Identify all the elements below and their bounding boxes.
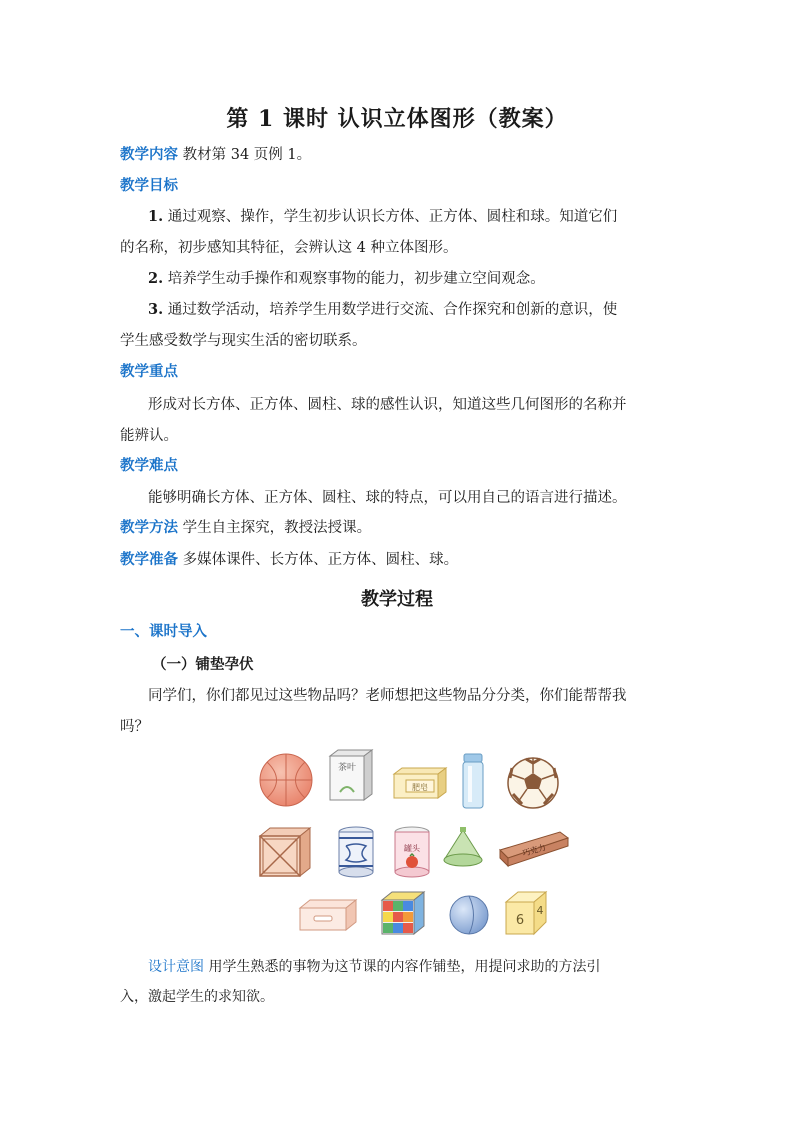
content-text: 教材第 34 页例 1。 [182,147,312,163]
subsection-1-label: （一）铺垫孕伏 [152,657,254,673]
section-1-heading [120,622,676,642]
method-text: 学生自主探究，教授法授课。 [182,520,372,536]
tissue-box-icon [298,896,358,932]
goal-item-1 [148,207,676,227]
goal-item-3 [148,300,676,320]
method-line [120,518,676,538]
chocolate-label: 巧克力 [521,842,547,859]
goal-3-text-a: 通过数学活动，培养学生用数学进行交流、合作探究和创新的意识，使 [167,302,618,318]
prep-line [120,550,676,570]
difficulty-label: 教学难点 [120,458,178,474]
goals-heading [120,176,676,196]
process-title: 教学过程 [361,589,433,610]
soap-label: 肥皂 [412,783,428,792]
tea-label: 茶叶 [337,763,357,773]
prep-text: 多媒体课件、长方体、正方体、圆柱、球。 [182,552,459,568]
goal-1-text-a: 通过观察、操作，学生初步认识长方体、正方体、圆柱和球。知道它们 [167,209,618,225]
design-intent-text-b: 入，激起学生的求知欲。 [120,989,274,1005]
goal-1-text-b: 的名称，初步感知其特征，会辨认这 4 种立体图形。 [120,240,458,256]
page-title: 第 1 课时 认识立体图形（教案） [226,106,568,132]
goal-3-number: 3. [148,301,164,318]
goal-1-number: 1. [148,208,164,225]
goals-label: 教学目标 [120,178,178,194]
football-icon [506,756,560,810]
can-label: 罐头 [404,844,420,853]
design-intent-line-a [148,957,676,977]
cube-top-digit: 4 [536,904,544,917]
intro-text-a: 同学们，你们都见过这些物品吗？老师想把这些物品分分类，你们能帮帮我 [148,688,627,704]
soap-box-icon [392,764,448,800]
subsection-1-heading [152,655,708,675]
intro-text-b: 吗？ [120,719,149,735]
cone-icon [440,826,486,872]
wooden-crate-icon [258,826,312,878]
key-label: 教学重点 [120,364,178,380]
design-intent-label: 设计意图 [148,959,204,975]
goal-2-text: 培养学生动手操作和观察事物的能力，初步建立空间观念。 [167,271,545,287]
chocolate-bar-icon [498,830,570,868]
basketball-icon [258,752,314,808]
goal-item-2 [148,269,676,289]
difficulty-text: 能够明确长方体、正方体、圆柱、球的特点，可以用自己的语言进行描述。 [148,490,627,506]
design-intent-text-a: 用学生熟悉的事物为这节课的内容作铺垫，用提问求助的方法引 [208,959,601,975]
content-line [120,145,676,165]
cube-side-digit: 9 [515,910,525,925]
glass-ball-icon [448,894,490,936]
key-text-a: 形成对长方体、正方体、圆柱、球的感性认识，知道这些几何图形的名称并 [148,397,627,413]
food-can-icon [392,824,432,878]
key-heading [120,362,676,382]
porcelain-can-icon [336,824,376,878]
section-1-label: 一、课时导入 [120,624,207,640]
difficulty-heading [120,456,676,476]
tea-box-icon [326,748,374,802]
goal-3-text-b: 学生感受数学与现实生活的密切联系。 [120,333,367,349]
number-cube-icon [504,890,548,936]
prep-label: 教学准备 [120,552,178,568]
content-label: 教学内容 [120,147,178,163]
key-text-b: 能辨认。 [120,428,178,444]
thermos-icon [460,752,486,810]
method-label: 教学方法 [120,520,178,536]
goal-2-number: 2. [148,270,164,287]
rubiks-cube-icon [380,890,426,936]
